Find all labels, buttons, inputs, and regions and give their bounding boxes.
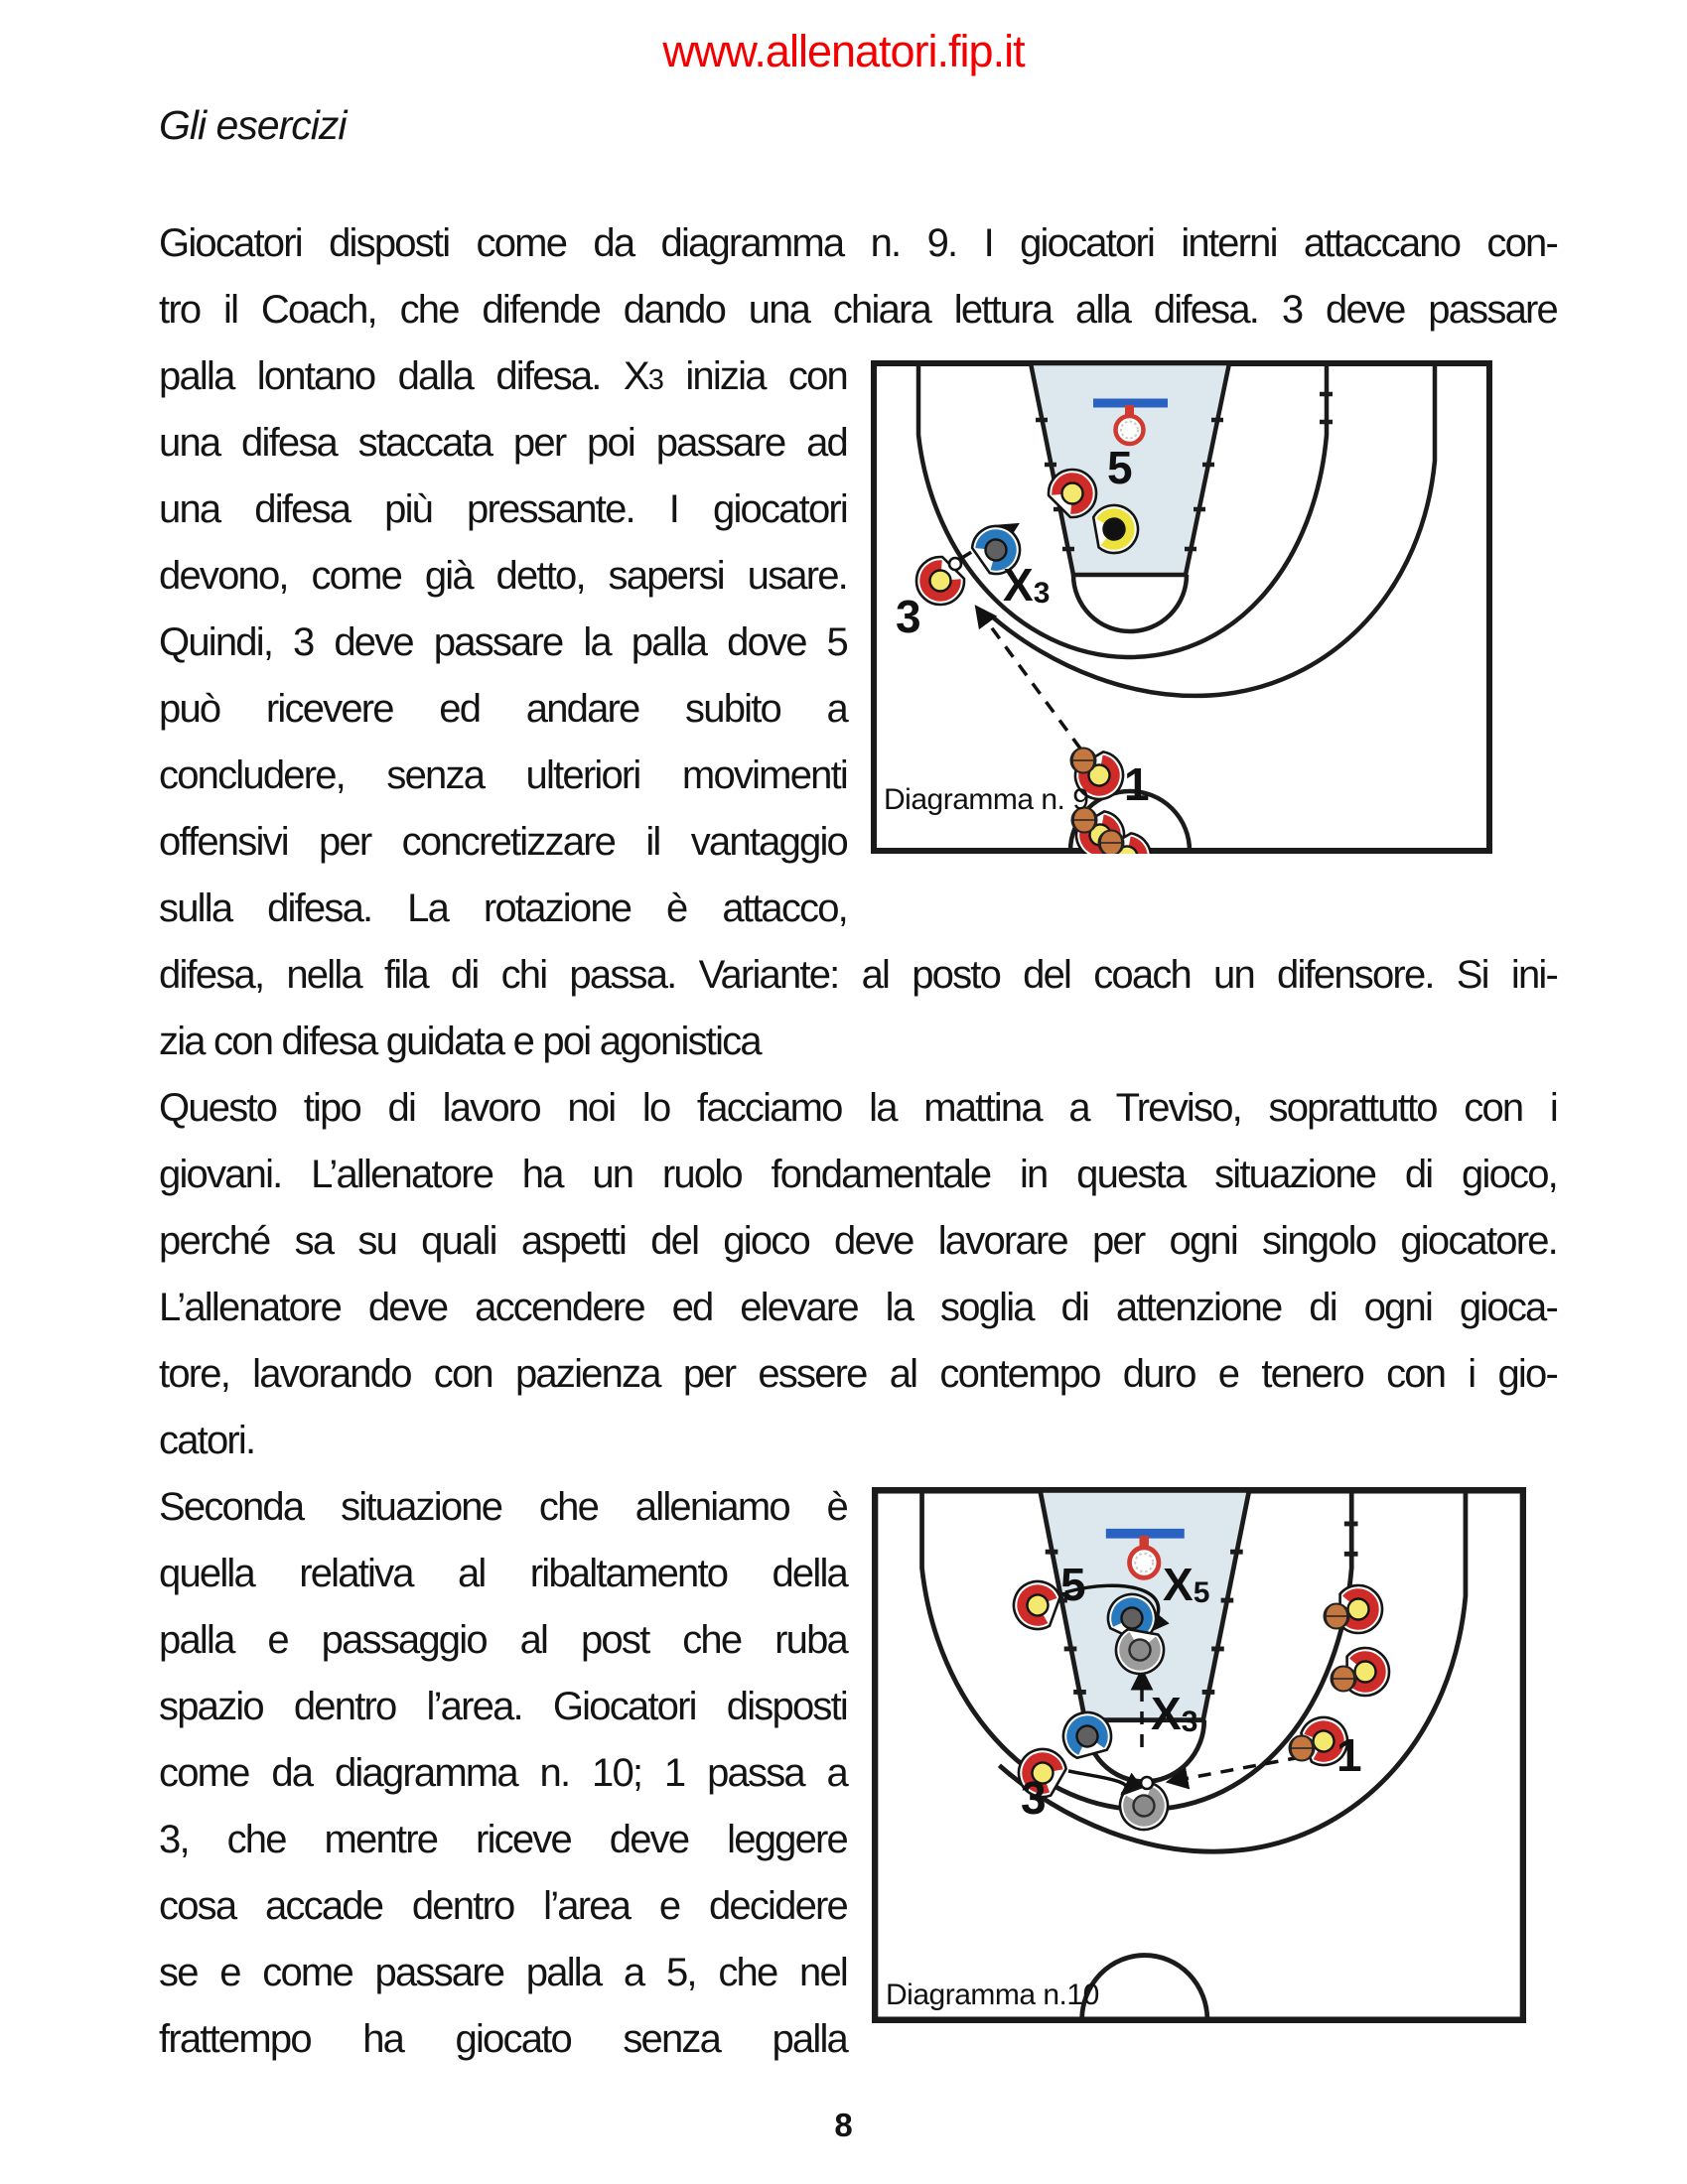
text-line: perché sa su quali aspetti del gioco deve lavorare per ogni singolo giocatore. <box>159 1219 1557 1263</box>
text-line: spazio dentro l’area. Giocatori disposti <box>159 1685 847 1728</box>
text-line: L’allenatore deve accendere ed elevare la soglia di attenzione di ogni gioca- <box>159 1286 1557 1329</box>
court-10 <box>875 1490 1523 2019</box>
text-line: sulla difesa. La rotazione è attacco, <box>159 887 847 930</box>
label-player-3: 3 <box>896 591 921 642</box>
basketball-icon <box>1099 831 1124 855</box>
text-line: una difesa staccata per poi passare ad <box>159 421 847 465</box>
label-player-1: 1 <box>1124 758 1150 810</box>
label-x: X <box>1003 559 1034 611</box>
text-line: quella relativa al ribaltamento della <box>159 1552 847 1595</box>
label-player-3: 3 <box>1021 1772 1047 1824</box>
ball-marker <box>1141 1777 1153 1789</box>
diagram-9 <box>871 360 1492 854</box>
basketball-court-diagram-10 <box>872 1487 1526 2023</box>
text-line: concludere, senza ulteriori movimenti <box>159 753 847 797</box>
text-line: può ricevere ed andare subito a <box>159 687 847 731</box>
label-x-sub: 5 <box>1193 1576 1210 1609</box>
text-run: inizia con <box>662 354 847 398</box>
text-line: offensivi per concretizzare il vantaggio <box>159 820 847 864</box>
text-line: palla e passaggio al post che ruba <box>159 1618 847 1662</box>
court-9 <box>874 363 1489 851</box>
text-line: giovani. L’allenatore ha un ruolo fondamentale in questa situazione di gioco, <box>159 1153 1557 1196</box>
label-x-sub: 3 <box>1033 577 1051 610</box>
text-line: Giocatori disposti come da diagramma n. 9. I giocatori interni attaccano con- <box>159 221 1557 265</box>
label-x-sub: 3 <box>1181 1706 1198 1738</box>
text-line: difesa, nella fila di chi passa. Variante: al posto del coach un difensore. Si ini- <box>159 953 1557 997</box>
text-line: se e come passare palla a 5, che nel <box>159 1951 847 1994</box>
text-line: Quindi, 3 deve passare la palla dove 5 <box>159 620 847 664</box>
text-line: zia con difesa guidata e poi agonistica <box>159 1020 761 1063</box>
text-line: Questo tipo di lavoro noi lo facciamo la mattina a Treviso, soprattutto con i <box>159 1086 1557 1130</box>
subscript: 3 <box>647 364 663 396</box>
text-line: cosa accade dentro l’area e decidere <box>159 1884 847 1928</box>
text-line: frattempo ha giocato senza palla <box>159 2017 847 2061</box>
label-x: X <box>1151 1688 1182 1739</box>
ball-marker <box>949 558 961 570</box>
text-line: come da diagramma n. 10; 1 passa a <box>159 1751 847 1795</box>
basketball-icon <box>1332 1667 1356 1692</box>
basketball-icon <box>1290 1736 1315 1761</box>
text-run: palla lontano dalla difesa. X <box>159 354 648 398</box>
label-player-5: 5 <box>1060 1559 1086 1610</box>
label-x: X <box>1163 1559 1194 1610</box>
basketball-court-diagram-9 <box>871 360 1492 854</box>
section-heading: Gli esercizi <box>159 102 347 148</box>
basketball-icon <box>1071 749 1096 773</box>
text-line: una difesa più pressante. I giocatori <box>159 487 847 531</box>
text-line <box>159 343 847 410</box>
basketball-icon <box>1325 1604 1349 1629</box>
page-number: 8 <box>834 2107 853 2143</box>
text-line: catori. <box>159 1419 255 1462</box>
text-line: devono, come già detto, sapersi usare. <box>159 554 847 598</box>
site-url: www.allenatori.fip.it <box>662 26 1025 76</box>
diagram-caption: Diagramma n.10 <box>886 1979 1099 2011</box>
text-line: Seconda situazione che alleniamo è <box>159 1485 847 1529</box>
text-line: tore, lavorando con pazienza per essere al contempo duro e tenero con i gio- <box>159 1352 1557 1396</box>
diagram-caption: Diagramma n. 9 <box>884 783 1089 816</box>
diagram-10 <box>872 1487 1526 2023</box>
label-player-1: 1 <box>1336 1729 1362 1781</box>
label-player-5: 5 <box>1107 442 1133 493</box>
text-line: tro il Coach, che difende dando una chiara lettura alla difesa. 3 deve passare <box>159 288 1557 332</box>
text-line: 3, che mentre riceve deve leggere <box>159 1818 847 1861</box>
